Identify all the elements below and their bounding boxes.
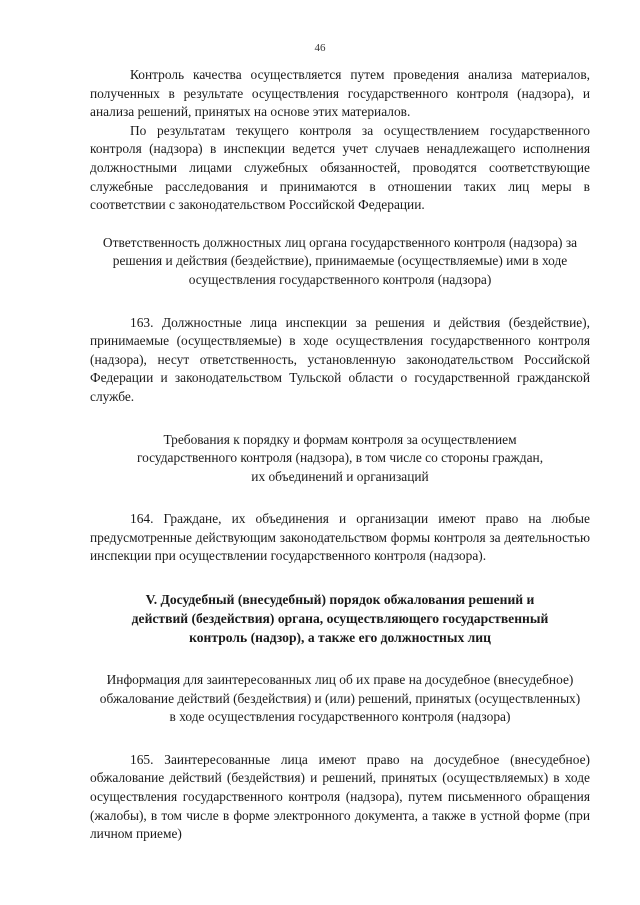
page-content xyxy=(90,66,590,844)
paragraph-164: 164. Граждане, их объединения и организации имеют право на любые предусмотренные действующим законодательством формы контроля за деятельностью инспекции при осуществлении государственного контроля (надзора). xyxy=(90,511,590,564)
paragraph-165: 165. Заинтересованные лица имеют право на досудебное (внесудебное) обжалование действий (бездействия) и решений, принятых (осуществляемых) в ходе осуществления государственного контроля (надзора), путем письменного обращения (жалобы), в том числе в форме электронного документа, а также в устной форме (при личном приеме) xyxy=(90,751,590,842)
paragraph-quality-control: Контроль качества осуществляется путем проведения анализа материалов, полученных в результате осуществления государственного контроля (надзора), и анализа решений, принятых на основе этих материалов. xyxy=(90,67,590,120)
heading-control-requirements: Требования к порядку и формам контроля за осуществлением государственного контроля (надзора), в том числе со стороны граждан, их объединений и организаций xyxy=(136,431,544,484)
paragraph-current-control-results: По результатам текущего контроля за осуществлением государственного контроля (надзора) в инспекции ведется учет случаев ненадлежащего исполнения должностными лицами служебных обязанностей, проводятся соответствующие служебные расследования и принимаются в отношении таких лиц меры в соответствии с законодательством Российской Федерации. xyxy=(90,122,590,213)
heading-officials-responsibility: Ответственность должностных лиц органа государственного контроля (надзора) за решения и действия (бездействие), принимаемые (осуществляемые) ими в ходе осуществления государственного контроля (надзора) xyxy=(102,234,578,287)
page-number: 46 xyxy=(314,42,326,54)
heading-appeal-information: Информация для заинтересованных лиц об их праве на досудебное (внесудебное) обжалование действий (бездействия) и (или) решений, принятых (осуществленных) в ходе осуществления государственного контроля (надзора) xyxy=(99,672,581,725)
section-v-title: V. Досудебный (внесудебный) порядок обжалования решений и действий (бездействия) органа, осуществляющего государственный контроль (надзор), а также его должностных лиц xyxy=(131,592,549,646)
paragraph-163: 163. Должностные лица инспекции за решения и действия (бездействие), принимаемые (осуществляемые) в ходе осуществления государственного контроля (надзора), несут ответственность, установленную законодательством Российской Федерации и законодательством Тульской области о государственной гражданской службе. xyxy=(90,314,590,404)
